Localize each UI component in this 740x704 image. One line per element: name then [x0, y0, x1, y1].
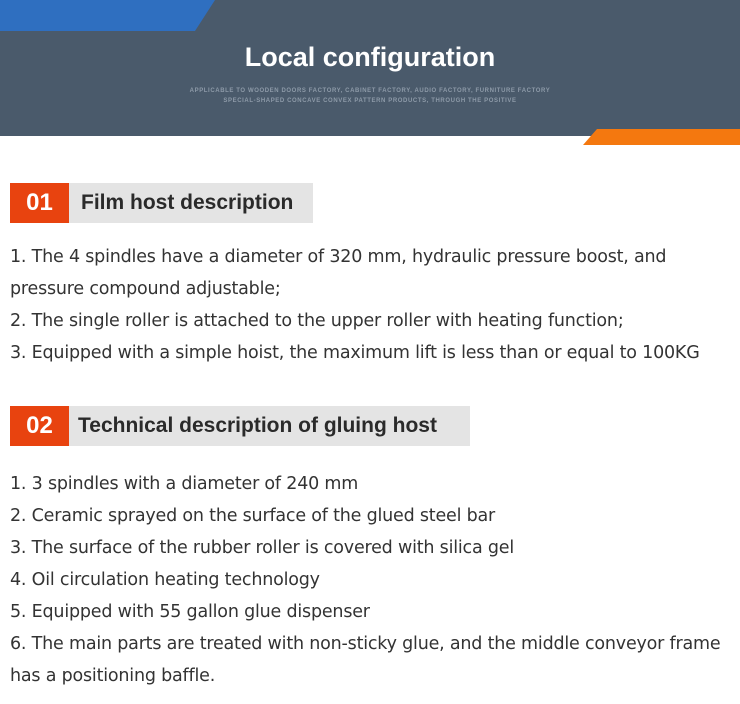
section-list-02	[10, 468, 735, 692]
section-number-badge: 02	[10, 406, 69, 446]
list-item: 1. The 4 spindles have a diameter of 320 mm, hydraulic pressure boost, and pressure compound adjustable;	[10, 247, 667, 299]
section-list-01	[10, 241, 735, 369]
header-banner	[0, 0, 740, 136]
list-item: 5. Equipped with 55 gallon glue dispenser	[10, 602, 370, 622]
banner-subtitle-line2: SPECIAL-SHAPED CONCAVE CONVEX PATTERN PRODUCTS, THROUGH THE POSITIVE	[223, 98, 517, 104]
section-title: Technical description of gluing host	[69, 406, 470, 446]
list-item: 3. The surface of the rubber roller is covered with silica gel	[10, 538, 514, 558]
list-item: 2. The single roller is attached to the upper roller with heating function;	[10, 311, 624, 331]
banner-subtitle	[0, 86, 740, 106]
list-item: 2. Ceramic sprayed on the surface of the glued steel bar	[10, 506, 496, 526]
orange-accent-slant	[583, 129, 597, 145]
blue-accent-tab	[0, 0, 195, 31]
section-header-02	[10, 406, 470, 446]
orange-accent-tab	[597, 129, 740, 145]
section-header-01	[10, 183, 313, 223]
list-item: 6. The main parts are treated with non-sticky glue, and the middle conveyor frame has a positioning baffle.	[10, 634, 721, 686]
section-number-badge: 01	[10, 183, 69, 223]
banner-subtitle-line1: APPLICABLE TO WOODEN DOORS FACTORY, CABINET FACTORY, AUDIO FACTORY, FURNITURE FACTORY	[189, 88, 551, 94]
page-title: Local configuration	[244, 42, 496, 72]
list-item: 1. 3 spindles with a diameter of 240 mm	[10, 474, 359, 494]
list-item: 3. Equipped with a simple hoist, the maximum lift is less than or equal to 100KG	[10, 343, 700, 363]
list-item: 4. Oil circulation heating technology	[10, 570, 320, 590]
section-title: Film host description	[69, 183, 313, 223]
